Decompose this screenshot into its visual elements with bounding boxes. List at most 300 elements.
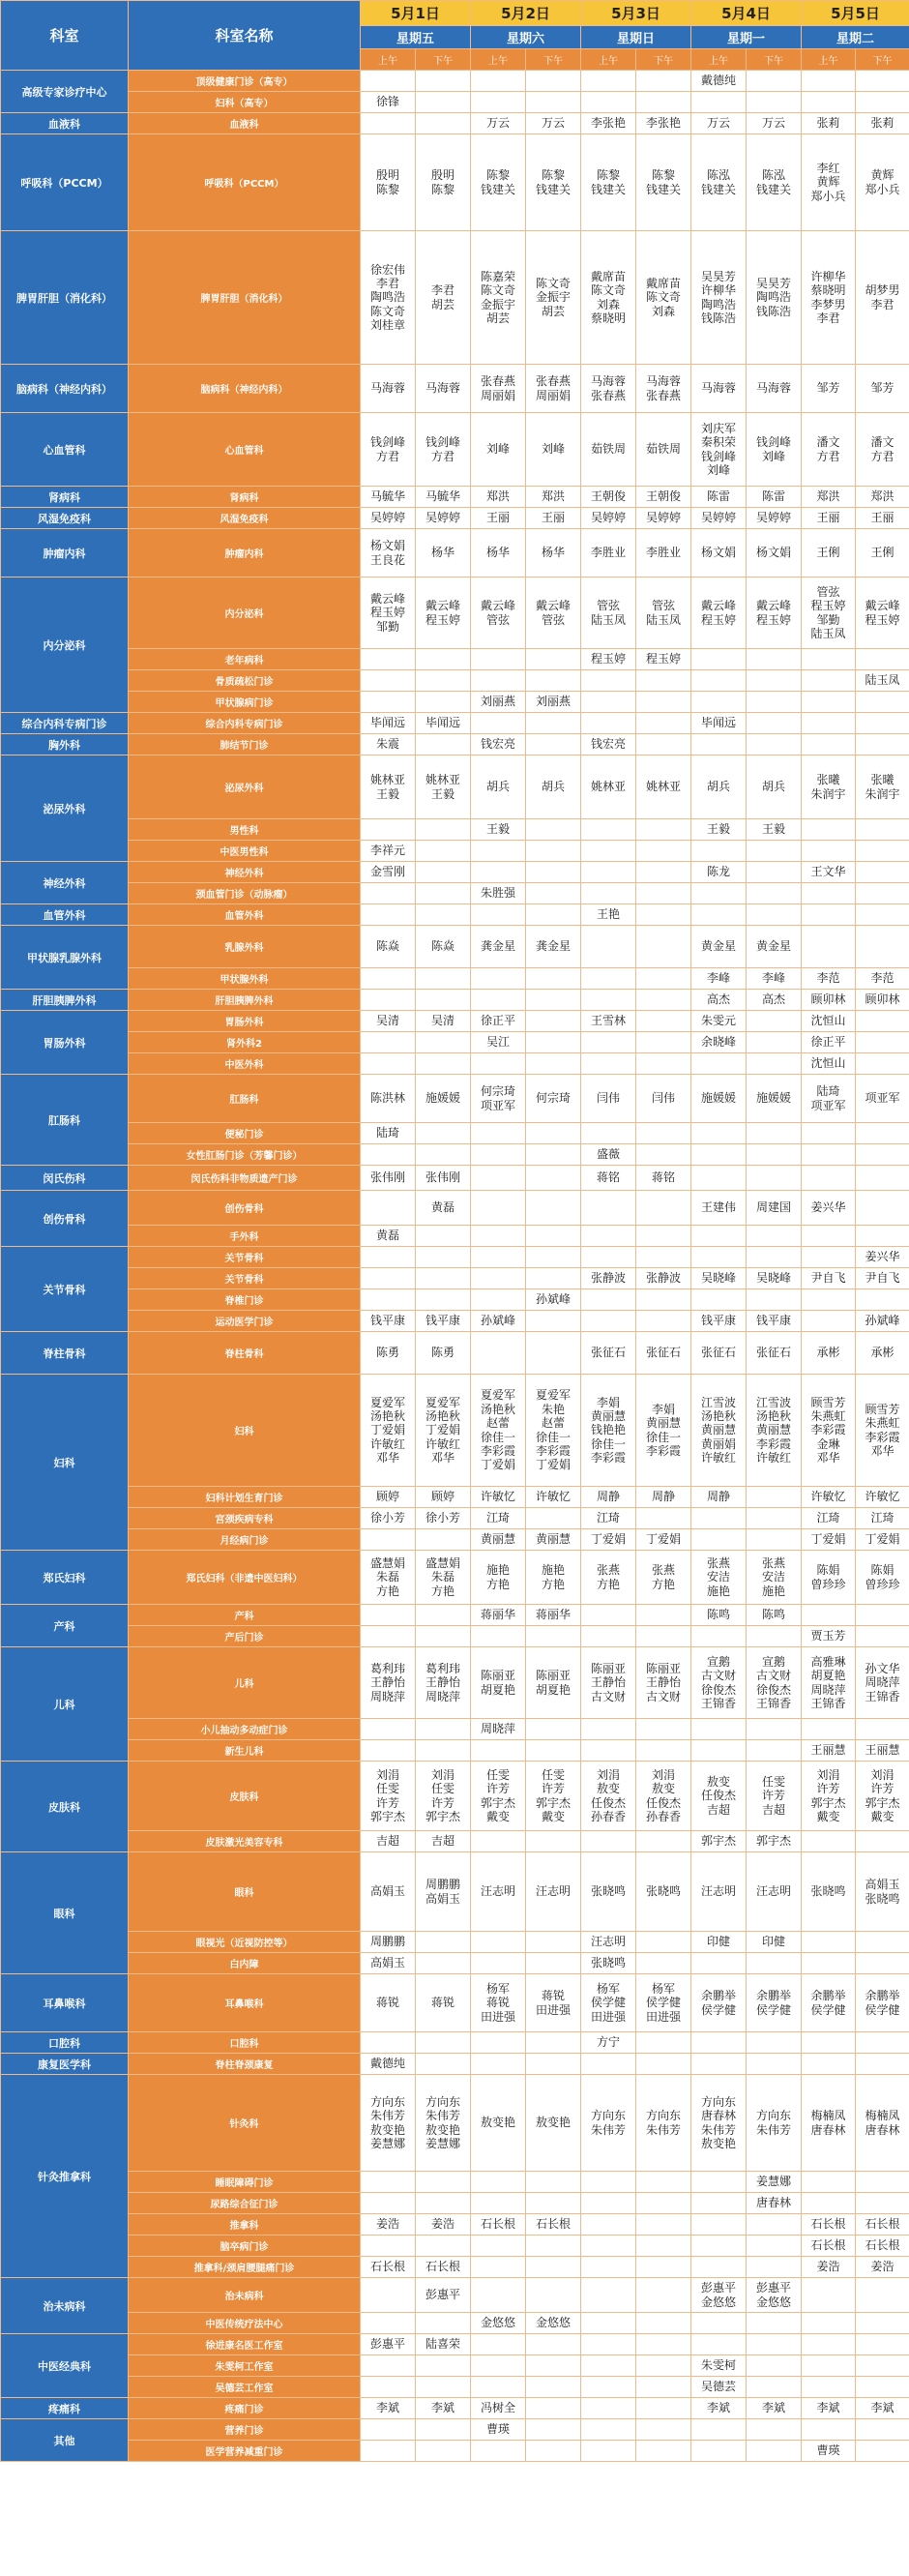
schedule-row [1,1831,909,1852]
doctor-cell-pm: 张伟刚 [416,1166,471,1191]
doctor-cell-am: 姜兴华 [802,1191,856,1226]
doctor-cell-pm [636,1831,691,1852]
doctor-cell-pm [636,692,691,713]
doctor-cell-pm [747,841,802,862]
doctor-cell-pm [747,1719,802,1740]
doctor-cell-pm [416,883,471,904]
doctor-cell-am: 刘丽燕 [471,692,526,713]
doctor-cell-pm: 项亚军 [856,1075,909,1123]
schedule-row [1,692,909,713]
doctor-cell-am: 陆琦 项亚军 [802,1075,856,1123]
doctor-cell-pm [636,2355,691,2377]
doctor-cell-am [471,71,526,92]
schedule-row [1,926,909,968]
doctor-cell-am: 丁爱娟 [802,1529,856,1551]
doctor-cell-pm [636,2032,691,2054]
clinic-name: 脊椎门诊 [129,1289,361,1311]
schedule-row [1,713,909,734]
clinic-name: 呼吸科（PCCM） [129,134,361,231]
doctor-cell-am [581,1247,636,1268]
doctor-cell-pm [747,2257,802,2278]
doctor-cell-am [691,1626,747,1647]
clinic-name: 便秘门诊 [129,1123,361,1144]
clinic-name: 顶级健康门诊（高专） [129,71,361,92]
doctor-cell-am: 钱平康 [361,1311,416,1332]
doctor-cell-am: 陆琦 [361,1123,416,1144]
doctor-cell-am: 石长根 [361,2257,416,2278]
doctor-cell-am [471,841,526,862]
doctor-cell-pm [416,92,471,113]
doctor-cell-pm: 张晓鸣 [636,1852,691,1932]
clinic-name: 产科 [129,1605,361,1626]
doctor-cell-pm [526,1953,581,1974]
doctor-cell-pm: 刘涓 许芳 郭宇杰 戴变 [856,1762,909,1831]
doctor-cell-am [802,1953,856,1974]
department-name: 心血管科 [1,413,129,487]
doctor-cell-am: 李斌 [802,2398,856,2419]
doctor-cell-pm [856,2377,909,2398]
doctor-cell-am: 王毅 [471,819,526,841]
doctor-cell-am: 李张艳 [581,113,636,134]
doctor-cell-pm [416,2377,471,2398]
doctor-cell-am: 张燕 安洁 施艳 [691,1551,747,1605]
doctor-cell-pm: 汪志明 [747,1852,802,1932]
doctor-cell-am [691,1719,747,1740]
clinic-name: 肾外科2 [129,1032,361,1053]
doctor-cell-pm [636,2377,691,2398]
doctor-cell-pm [526,2172,581,2193]
doctor-cell-pm [856,2334,909,2355]
doctor-cell-am [691,2193,747,2214]
doctor-cell-am: 王丽慧 [802,1740,856,1762]
doctor-cell-am [471,862,526,883]
doctor-cell-pm: 许敏忆 [856,1487,909,1508]
doctor-cell-am: 杨文娟 王良花 [361,529,416,577]
doctor-cell-am: 万云 [691,113,747,134]
doctor-cell-pm [747,904,802,926]
clinic-name: 宫颈疾病专科 [129,1508,361,1529]
doctor-cell-am: 周静 [691,1487,747,1508]
doctor-cell-am [471,2441,526,2462]
doctor-cell-pm [416,1032,471,1053]
schedule-row [1,1032,909,1053]
doctor-cell-am: 杨华 [471,529,526,577]
clinic-name: 郑氏妇科（非遗中医妇科） [129,1551,361,1605]
doctor-cell-pm [416,904,471,926]
doctor-cell-am: 方宁 [581,2032,636,2054]
doctor-cell-am: 陈勇 [361,1332,416,1375]
doctor-cell-am: 王丽 [471,508,526,529]
doctor-cell-pm: 张曦 朱润宇 [856,755,909,819]
schedule-row [1,1719,909,1740]
doctor-cell-am [691,92,747,113]
doctor-cell-pm: 毕闻远 [416,713,471,734]
doctor-cell-pm: 姜浩 [416,2214,471,2235]
doctor-cell-am [691,1226,747,1247]
doctor-cell-pm [416,113,471,134]
doctor-cell-pm [856,1719,909,1740]
doctor-cell-am: 王艳 [581,904,636,926]
doctor-cell-pm [856,904,909,926]
doctor-cell-pm: 殷明 陈黎 [416,134,471,231]
doctor-cell-pm [416,1719,471,1740]
doctor-cell-pm [747,1032,802,1053]
doctor-cell-am: 钱宏亮 [471,734,526,755]
doctor-cell-am: 陈洪林 [361,1075,416,1123]
doctor-cell-pm: 李娟 黄丽慧 徐佳一 李彩霞 [636,1375,691,1487]
doctor-cell-am: 葛利玮 王静怡 周晓萍 [361,1647,416,1719]
doctor-cell-am: 石长根 [802,2214,856,2235]
doctor-cell-pm [526,92,581,113]
schedule-row [1,1551,909,1605]
doctor-cell-am [581,2377,636,2398]
doctor-cell-pm [636,2278,691,2313]
date-header: 5月1日 [361,1,471,26]
schedule-row [1,231,909,365]
doctor-cell-am [802,926,856,968]
doctor-cell-pm [856,1226,909,1247]
doctor-cell-am [581,2441,636,2462]
doctor-cell-pm: 万云 [747,113,802,134]
doctor-cell-am [581,841,636,862]
doctor-cell-am [471,2334,526,2355]
doctor-cell-am [471,2355,526,2377]
doctor-cell-am: 石长根 [471,2214,526,2235]
doctor-cell-pm [856,1032,909,1053]
doctor-cell-pm: 刘峰 [526,413,581,487]
doctor-cell-am: 吴德芸 [691,2377,747,2398]
doctor-cell-am [471,1226,526,1247]
doctor-cell-am: 周晓萍 [471,1719,526,1740]
doctor-cell-am [581,670,636,692]
doctor-cell-pm [856,2032,909,2054]
doctor-cell-am [361,819,416,841]
doctor-cell-am: 郭宇杰 [691,1831,747,1852]
doctor-cell-am: 张伟刚 [361,1166,416,1191]
schedule-row [1,2398,909,2419]
clinic-name: 综合内科专病门诊 [129,713,361,734]
department-name: 内分泌科 [1,577,129,713]
doctor-cell-am: 吴江 [471,1032,526,1053]
doctor-cell-am [471,904,526,926]
doctor-cell-am [802,2355,856,2377]
doctor-cell-am: 吉超 [361,1831,416,1852]
doctor-cell-pm: 钱平康 [416,1311,471,1332]
doctor-cell-am: 戴云峰 程玉婷 [691,577,747,649]
doctor-cell-am [361,1268,416,1289]
doctor-cell-am: 施媛媛 [691,1075,747,1123]
doctor-cell-pm [416,670,471,692]
department-name: 肾病科 [1,487,129,508]
schedule-row [1,1191,909,1226]
department-name: 闵氏伤科 [1,1166,129,1191]
doctor-cell-pm [416,1529,471,1551]
doctor-cell-pm: 张征石 [636,1332,691,1375]
doctor-cell-pm: 王丽 [526,508,581,529]
doctor-cell-pm [636,2257,691,2278]
doctor-cell-pm: 钱平康 [747,1311,802,1332]
doctor-cell-am [802,1289,856,1311]
doctor-cell-am: 闫伟 [581,1075,636,1123]
doctor-cell-pm [526,2257,581,2278]
schedule-row [1,1647,909,1719]
doctor-cell-pm [636,1289,691,1311]
doctor-cell-pm [526,2334,581,2355]
doctor-cell-am: 许敏忆 [471,1487,526,1508]
doctor-cell-pm [856,2419,909,2441]
doctor-cell-am [581,1605,636,1626]
doctor-cell-pm [856,2313,909,2334]
doctor-cell-pm [526,968,581,990]
doctor-cell-pm: 戴云峰 管弦 [526,577,581,649]
doctor-cell-pm: 陈勇 [416,1332,471,1375]
doctor-cell-pm: 张春燕 周丽娟 [526,365,581,413]
doctor-cell-pm [416,841,471,862]
doctor-cell-am: 钱平康 [691,1311,747,1332]
doctor-cell-am [471,990,526,1011]
doctor-cell-pm [416,2313,471,2334]
doctor-cell-am: 江琦 [581,1508,636,1529]
clinic-name: 营养门诊 [129,2419,361,2441]
doctor-cell-am [802,2377,856,2398]
doctor-cell-pm [636,1626,691,1647]
doctor-cell-am [471,968,526,990]
doctor-cell-am [471,2257,526,2278]
doctor-cell-pm [526,1011,581,1032]
clinic-name: 脾胃肝胆（消化科） [129,231,361,365]
date-header: 5月2日 [471,1,581,26]
doctor-cell-pm [416,1226,471,1247]
doctor-cell-pm [636,1226,691,1247]
schedule-row [1,1144,909,1166]
doctor-cell-am [471,1831,526,1852]
doctor-cell-am: 王文华 [802,862,856,883]
doctor-cell-pm: 夏爱军 汤艳秋 丁爱娟 许敏红 邓华 [416,1375,471,1487]
doctor-cell-am: 毕闻远 [361,713,416,734]
clinic-name: 小儿抽动多动症门诊 [129,1719,361,1740]
doctor-cell-am [581,1311,636,1332]
doctor-cell-pm [856,926,909,968]
doctor-cell-pm [416,2419,471,2441]
schedule-row [1,577,909,649]
doctor-cell-pm [747,1508,802,1529]
doctor-cell-pm [856,1953,909,1974]
clinic-name: 朱雯柯工作室 [129,2355,361,2377]
doctor-cell-am [471,2235,526,2257]
doctor-cell-am [471,1932,526,1953]
department-name: 妇科 [1,1375,129,1551]
doctor-cell-am: 李范 [802,968,856,990]
department-name: 风湿免疫科 [1,508,129,529]
doctor-cell-am: 徐正平 [471,1011,526,1032]
department-name: 中医经典科 [1,2334,129,2398]
schedule-row [1,904,909,926]
doctor-cell-pm [526,1831,581,1852]
clinic-name: 老年病科 [129,649,361,670]
doctor-cell-am: 任雯 许芳 郭宇杰 戴变 [471,1762,526,1831]
doctor-cell-pm [416,2355,471,2377]
schedule-row [1,862,909,883]
doctor-cell-pm [636,904,691,926]
doctor-cell-am: 姚林亚 王毅 [361,755,416,819]
doctor-cell-pm: 闫伟 [636,1075,691,1123]
doctor-cell-pm: 金悠悠 [526,2313,581,2334]
doctor-cell-am: 刘涓 敖变 任俊杰 孙春香 [581,1762,636,1831]
am-header: 上午 [471,49,526,71]
clinic-name: 血管外科 [129,904,361,926]
doctor-cell-am: 蒋铭 [581,1166,636,1191]
clinic-name: 耳鼻喉科 [129,1974,361,2032]
doctor-cell-pm [856,819,909,841]
doctor-cell-pm: 江琦 [856,1508,909,1529]
doctor-cell-am [691,2235,747,2257]
doctor-cell-am: 戴云峰 程玉婷 邹勤 [361,577,416,649]
doctor-cell-am: 郑洪 [471,487,526,508]
doctor-cell-pm: 何宗琦 [526,1075,581,1123]
doctor-cell-pm [416,2193,471,2214]
clinic-name: 产后门诊 [129,1626,361,1647]
doctor-cell-pm: 姚林亚 [636,755,691,819]
doctor-cell-pm [526,1032,581,1053]
doctor-cell-pm [416,1247,471,1268]
doctor-cell-pm [416,1932,471,1953]
doctor-cell-pm [636,2441,691,2462]
doctor-cell-am: 金悠悠 [471,2313,526,2334]
doctor-cell-am [361,1191,416,1226]
department-name: 甲状腺乳腺外科 [1,926,129,990]
doctor-cell-pm [636,713,691,734]
schedule-row [1,1626,909,1647]
doctor-cell-am: 李胜业 [581,529,636,577]
clinic-name: 心血管科 [129,413,361,487]
doctor-cell-am: 姜浩 [802,2257,856,2278]
doctor-cell-pm [747,713,802,734]
doctor-cell-pm [636,1191,691,1226]
clinic-name: 骨质疏松门诊 [129,670,361,692]
doctor-cell-pm [747,2054,802,2075]
schedule-row [1,113,909,134]
doctor-cell-pm [526,1053,581,1075]
doctor-cell-am: 余晓峰 [691,1032,747,1053]
doctor-cell-am: 陈丽亚 胡夏艳 [471,1647,526,1719]
department-name: 关节骨科 [1,1247,129,1332]
doctor-cell-am: 金雪刚 [361,862,416,883]
doctor-cell-pm [636,2419,691,2441]
doctor-cell-am [691,2419,747,2441]
clinic-name: 脊柱脊颈康复 [129,2054,361,2075]
doctor-cell-pm: 唐春林 [747,2193,802,2214]
doctor-cell-pm [747,649,802,670]
doctor-cell-am [802,1605,856,1626]
doctor-cell-pm [636,841,691,862]
doctor-cell-am [581,692,636,713]
doctor-cell-pm: 李范 [856,968,909,990]
clinic-name: 中医外科 [129,1053,361,1075]
doctor-cell-am: 马海蓉 [691,365,747,413]
doctor-cell-am: 顾婷 [361,1487,416,1508]
clinic-name: 皮肤激光美容专科 [129,1831,361,1852]
doctor-cell-pm [747,1289,802,1311]
doctor-cell-am: 吴婷婷 [691,508,747,529]
doctor-cell-am: 盛薇 [581,1144,636,1166]
doctor-cell-am: 马毓华 [361,487,416,508]
doctor-cell-pm: 余鹏举 侯学健 [856,1974,909,2032]
doctor-cell-am: 王俐 [802,529,856,577]
doctor-cell-am: 敖变艳 [471,2075,526,2172]
doctor-cell-pm [747,2441,802,2462]
doctor-cell-pm: 施艳 方艳 [526,1551,581,1605]
doctor-cell-pm [856,71,909,92]
doctor-cell-am: 李红 黄辉 郑小兵 [802,134,856,231]
doctor-cell-pm: 吴清 [416,1011,471,1032]
doctor-cell-am [691,1247,747,1268]
doctor-cell-pm: 姜慧娜 [747,2172,802,2193]
doctor-cell-am: 李斌 [361,2398,416,2419]
schedule-row [1,1932,909,1953]
doctor-cell-pm: 蒋锐 田进强 [526,1974,581,2032]
doctor-cell-am [361,1289,416,1311]
doctor-cell-am [691,1508,747,1529]
clinic-name: 肛肠科 [129,1075,361,1123]
clinic-name: 乳腺外科 [129,926,361,968]
doctor-cell-am: 杨军 蒋锐 田进强 [471,1974,526,2032]
schedule-row [1,1247,909,1268]
doctor-cell-pm [856,1626,909,1647]
doctor-cell-pm: 黄金星 [747,926,802,968]
doctor-cell-am: 汪志明 [581,1932,636,1953]
clinic-name: 月经病门诊 [129,1529,361,1551]
doctor-cell-am [581,1831,636,1852]
doctor-cell-am [361,1605,416,1626]
department-name: 脑病科（神经内科） [1,365,129,413]
doctor-cell-pm: 黄丽慧 [526,1529,581,1551]
doctor-cell-am [691,883,747,904]
doctor-cell-am: 顾雪芳 朱燕虹 李彩霞 金琳 邓华 [802,1375,856,1487]
department-name: 皮肤科 [1,1762,129,1852]
doctor-cell-pm: 陈黎 钱建关 [636,134,691,231]
doctor-cell-pm [636,2313,691,2334]
doctor-cell-am: 吴清 [361,1011,416,1032]
doctor-cell-pm [416,71,471,92]
doctor-cell-am: 潘文 方君 [802,413,856,487]
schedule-row [1,2334,909,2355]
doctor-cell-am [802,2419,856,2441]
doctor-cell-pm [526,670,581,692]
schedule-row [1,819,909,841]
doctor-cell-pm [636,2172,691,2193]
doctor-cell-am [802,1144,856,1166]
doctor-cell-am: 陈泓 钱建关 [691,134,747,231]
schedule-row [1,529,909,577]
clinic-name: 闵氏伤科非物质遗产门诊 [129,1166,361,1191]
schedule-row [1,883,909,904]
doctor-cell-pm [526,2441,581,2462]
doctor-cell-am [581,926,636,968]
doctor-cell-pm [526,862,581,883]
department-name: 胃肠外科 [1,1011,129,1075]
doctor-cell-pm [856,692,909,713]
doctor-cell-am: 龚金星 [471,926,526,968]
doctor-cell-pm: 徐小芳 [416,1508,471,1529]
doctor-cell-am [581,990,636,1011]
header-room: 科室名称 [129,1,361,71]
doctor-cell-pm [526,990,581,1011]
clinic-name: 神经外科 [129,862,361,883]
doctor-cell-pm: 陈鸣 [747,1605,802,1626]
doctor-cell-am [471,1247,526,1268]
doctor-cell-pm [526,1719,581,1740]
doctor-cell-pm [636,862,691,883]
